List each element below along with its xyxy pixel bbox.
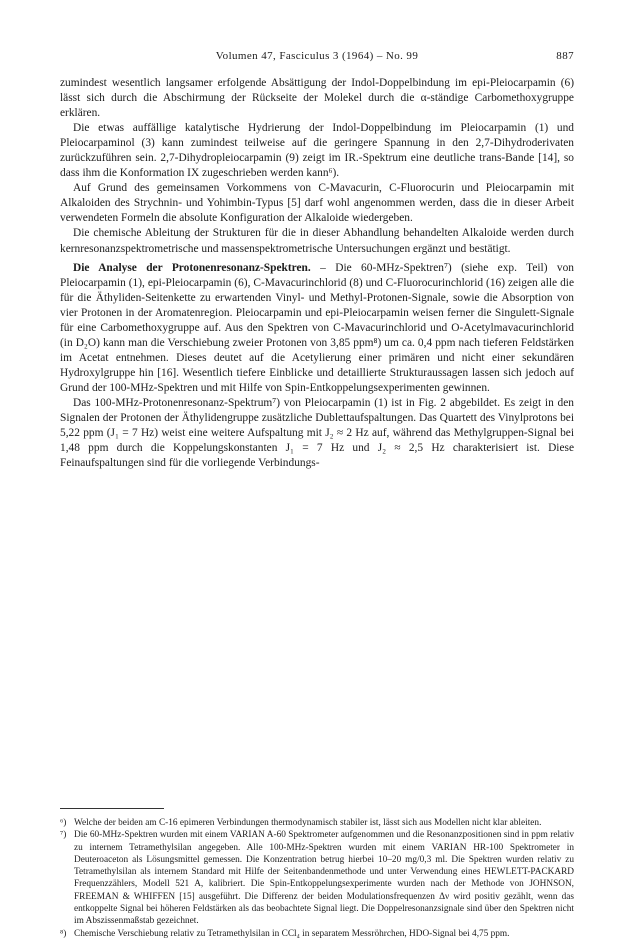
paragraph-text: – Die 60-MHz-Spektren⁷) (siehe exp. Teil) von Pleiocarpamin (1), epi-Pleiocarpamin (6), C-Mavacurinchlorid (8) und C-Fluorocurinchlorid (16) zeigen alle die für die Äthyliden-Seitenkette zu erwartenden Vinyl- und Methyl-Protonen-Signale, sowie die Absorption von vier Protonen in der Aromatenregion. Pleiocarpamin und epi-Pleiocarpamin weisen ferner die Singulett-Signale für eine Carbomethoxygruppe auf. Aus den Spektren von C-Mavacurinchlorid und O-Acetylmavacurinchlorid (in D₂O) kann man die Verschiebung zweier Protonen von 3,85 ppm⁸) um ca. 0,4 ppm nach tieferen Feldstärken im Acetat entnehmen. Dieses deutet auf die Acetylierung einer primären und nicht einer sekundären Hydroxylgruppe hin [16]. Wesentlich tiefere Einblicke und detaillierte Strukturaussagen lassen sich jedoch auf Grund der 100-MHz-Spektren und mit Hilfe von Spin-Entkoppelungsexperimenten gewinnen. [60, 261, 574, 394]
footnote-text: Welche der beiden am C-16 epimeren Verbindungen thermodynamisch stabiler ist, lässt sich aus Modellen nicht klar ableiten. [74, 818, 542, 828]
footnote [60, 928, 574, 940]
running-header [60, 50, 574, 66]
footnote-divider [60, 808, 164, 809]
main-text [60, 76, 574, 471]
section-heading: Die Analyse der Protonenresonanz-Spektren. [73, 261, 311, 274]
footnote-marker: ⁷) [60, 830, 67, 841]
footnote-text: Chemische Verschiebung relativ zu Tetramethylsilan in CCl₄ in separatem Messröhrchen, HDO-Signal bei 4,75 ppm. [74, 928, 510, 939]
section-paragraph [60, 261, 574, 396]
footnote-marker: ⁶) [60, 818, 67, 828]
paragraph: zumindest wesentlich langsamer erfolgende Absättigung der Indol-Doppelbindung im epi-Pleiocarpamin (6) lässt sich durch die Abschirmung der Rückseite der Molekel durch die α-ständige Carbomethoxygruppe erklären. [60, 77, 574, 120]
page-number: 887 [556, 50, 574, 62]
footnotes [60, 817, 574, 940]
footnote-text: Die 60-MHz-Spektren wurden mit einem VARIAN A-60 Spektrometer aufgenommen und die Resonanzpositionen sind in ppm relativ zu internem Tetramethylsilan angegeben. Alle 100-MHz-Spektren wurden mit einem VARIAN HR-100 Spektrometer in Deuteroaceton als Lösungsmittel gemessen. Die Konzentration betrug hierbei 10–20 mg/0,3 ml. Die Spektren wurden relativ zu Tetramethylsilan als internem Standard mit Hilfe der Seitenbandenmethode und unter Verwendung eines HEWLETT-PACKARD Frequenzzählers, Modell 521 A, kalibriert. Die Spin-Entkoppelungsexperimente wurden nach der Methode von JOHNSON, FREEMAN & WHIFFEN [15] ausgeführt. Die Differenz der beiden Modulationsfrequenzen Δν wird positiv gezählt, wenn das entkoppelte Signal bei höheren Feldstärken als das beobachtete Signal liegt. Die Doppelresonanzsignale sind über den Spektren nicht im Abszissenmaßstab gezeichnet. [74, 830, 574, 927]
footnote [60, 829, 574, 927]
paragraph: Auf Grund des gemeinsamen Vorkommens von C-Mavacurin, C-Fluorocurin und Pleiocarpamin mit Alkaloiden des Strychnin- und Yohimbin-Typus [5] darf wohl angenommen werden, dass die in dieser Arbeit verwendeten Formeln die absolute Konfiguration der Alkaloide wiedergeben. [60, 182, 574, 225]
running-title: Volumen 47, Fasciculus 3 (1964) – No. 99 [215, 50, 419, 62]
paragraph: Die etwas auffällige katalytische Hydrierung der Indol-Doppelbindung im Pleiocarpamin (1) und Pleiocarpaminol (3) kann zumindest teilweise auf die geringere Spannung in den 2,7-Dihydroderivaten zurückzuführen sein. 2,7-Dihydropleiocarpamin (9) zeigt im IR.-Spektrum eine deutliche trans-Bande [14], so dass ihm die Konformation IX zugeschrieben werden kann⁶). [60, 122, 574, 180]
paragraph: Die chemische Ableitung der Strukturen für die in dieser Abhandlung behandelten Alkaloide werden durch kernresonanzspektrometrische und massenspektrometrische Untersuchungen ergänzt und bestätigt. [60, 227, 574, 255]
footnote [60, 817, 574, 829]
paragraph: Das 100-MHz-Protonenresonanz-Spektrum⁷) von Pleiocarpamin (1) ist in Fig. 2 abgebildet. Es zeigt in den Signalen der Protonen der Äthylidengruppe zusätzliche Dublettaufspaltungen. Das Quartett des Vinylprotons bei 5,22 ppm (J₁ = 7 Hz) weist eine weitere Aufspaltung mit J₂ ≈ 2 Hz auf, während das Methylgruppen-Signal bei 1,48 ppm durch die Koppelungskonstanten J₁ = 7 Hz und J₂ ≈ 2,5 Hz charakterisiert ist. Diese Feinaufspaltungen sind für die vorliegende Verbindungs- [60, 396, 574, 470]
footnote-marker: ⁸) [60, 928, 67, 939]
